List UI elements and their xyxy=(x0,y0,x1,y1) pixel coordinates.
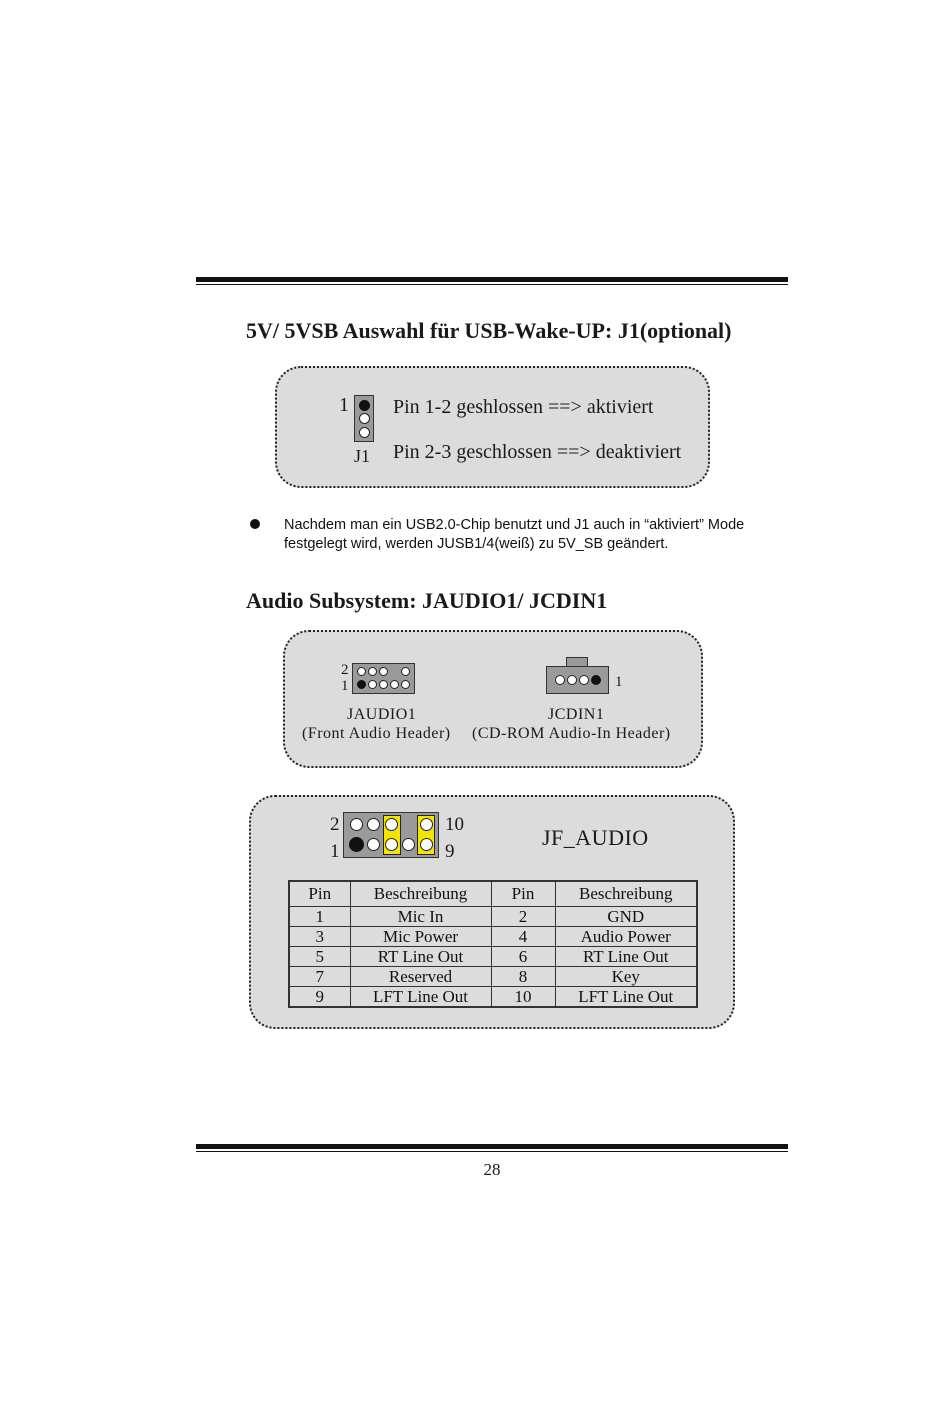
pin-cell: 2 xyxy=(491,907,555,927)
section-title-audio: Audio Subsystem: JAUDIO1/ JCDIN1 xyxy=(246,588,608,613)
description-cell: Mic Power xyxy=(350,927,491,947)
jf-pin-4 xyxy=(367,818,380,831)
bullet-icon xyxy=(250,519,260,529)
j1-pin-one-label: 1 xyxy=(339,394,349,416)
jaudio-pin xyxy=(379,667,388,676)
jf-label-top-right: 10 xyxy=(445,814,464,835)
jf-pin-9 xyxy=(420,838,433,851)
jf-pin-6 xyxy=(385,818,398,831)
jcdin-header xyxy=(546,666,609,694)
pin-cell: 9 xyxy=(289,987,350,1008)
column-header: Beschreibung xyxy=(555,881,697,907)
jf-pin-7 xyxy=(402,838,415,851)
pin-cell: 10 xyxy=(491,987,555,1008)
j1-diagram-panel xyxy=(275,366,710,488)
jf-audio-header xyxy=(343,812,439,858)
pin-cell: 1 xyxy=(289,907,350,927)
jf-pin-2 xyxy=(350,818,363,831)
jcdin-pin xyxy=(567,675,577,685)
jaudio-name: JAUDIO1 xyxy=(347,706,417,723)
jaudio-header xyxy=(352,663,415,694)
jcdin-pin-1 xyxy=(591,675,601,685)
j1-connector-label: J1 xyxy=(354,446,371,466)
jaudio-pin xyxy=(357,667,366,676)
description-cell: Key xyxy=(555,967,697,987)
jcdin-pin-label: 1 xyxy=(615,674,623,690)
description-cell: Mic In xyxy=(350,907,491,927)
jcdin-description: (CD-ROM Audio-In Header) xyxy=(472,725,671,742)
section-title-j1: 5V/ 5VSB Auswahl für USB-Wake-UP: J1(optional) xyxy=(246,318,732,343)
jcdin-pin xyxy=(579,675,589,685)
column-header: Pin xyxy=(491,881,555,907)
j1-pin-1 xyxy=(359,400,370,411)
pin-cell: 5 xyxy=(289,947,350,967)
jaudio-row-label-bottom: 1 xyxy=(341,678,349,694)
column-header: Beschreibung xyxy=(350,881,491,907)
jf-pin-3 xyxy=(367,838,380,851)
j1-setting-enabled: Pin 1-2 geshlossen ==> aktiviert xyxy=(393,396,654,418)
jf-pin-5 xyxy=(385,838,398,851)
usb-note-text: Nachdem man ein USB2.0-Chip benutzt und J1 auch in “aktiviert” Mode festgelegt wird, werden JUSB1/4(weiß) zu 5V_SB geändert. xyxy=(284,517,745,552)
jf-audio-title: JF_AUDIO xyxy=(542,825,649,850)
table-row xyxy=(289,967,697,987)
description-cell: Reserved xyxy=(350,967,491,987)
j1-pin-2 xyxy=(359,413,370,424)
pin-cell: 7 xyxy=(289,967,350,987)
description-cell: GND xyxy=(555,907,697,927)
jaudio-pin xyxy=(390,680,399,689)
description-cell: RT Line Out xyxy=(555,947,697,967)
jaudio-pin xyxy=(401,680,410,689)
top-rule xyxy=(196,277,788,285)
jaudio-pin xyxy=(368,667,377,676)
column-header: Pin xyxy=(289,881,350,907)
pin-cell: 6 xyxy=(491,947,555,967)
j1-pin-3 xyxy=(359,427,370,438)
jf-pin-1 xyxy=(349,837,364,852)
description-cell: LFT Line Out xyxy=(555,987,697,1008)
jf-label-bottom-left: 1 xyxy=(330,841,340,862)
table-row xyxy=(289,947,697,967)
jaudio-row-label-top: 2 xyxy=(341,662,349,678)
jaudio-pin xyxy=(368,680,377,689)
jaudio-pin xyxy=(379,680,388,689)
pin-cell: 8 xyxy=(491,967,555,987)
jaudio-description: (Front Audio Header) xyxy=(302,725,451,742)
table-row xyxy=(289,927,697,947)
bottom-rule xyxy=(196,1144,788,1152)
table-header-row xyxy=(289,881,697,907)
jf-label-top-left: 2 xyxy=(330,814,340,835)
j1-setting-disabled: Pin 2-3 geschlossen ==> deaktiviert xyxy=(393,441,682,463)
jf-label-bottom-right: 9 xyxy=(445,841,455,862)
table-row xyxy=(289,907,697,927)
pin-cell: 4 xyxy=(491,927,555,947)
jaudio-pin-1 xyxy=(357,680,366,689)
page-number: 28 xyxy=(483,1160,501,1179)
jaudio-pin xyxy=(401,667,410,676)
jf-pin-10 xyxy=(420,818,433,831)
table-row xyxy=(289,987,697,1008)
description-cell: RT Line Out xyxy=(350,947,491,967)
description-cell: LFT Line Out xyxy=(350,987,491,1008)
jf-audio-pin-table xyxy=(288,880,698,1008)
jcdin-pin xyxy=(555,675,565,685)
description-cell: Audio Power xyxy=(555,927,697,947)
pin-cell: 3 xyxy=(289,927,350,947)
jcdin-name: JCDIN1 xyxy=(548,706,605,723)
j1-header xyxy=(354,395,374,442)
audio-headers-panel xyxy=(283,630,703,768)
